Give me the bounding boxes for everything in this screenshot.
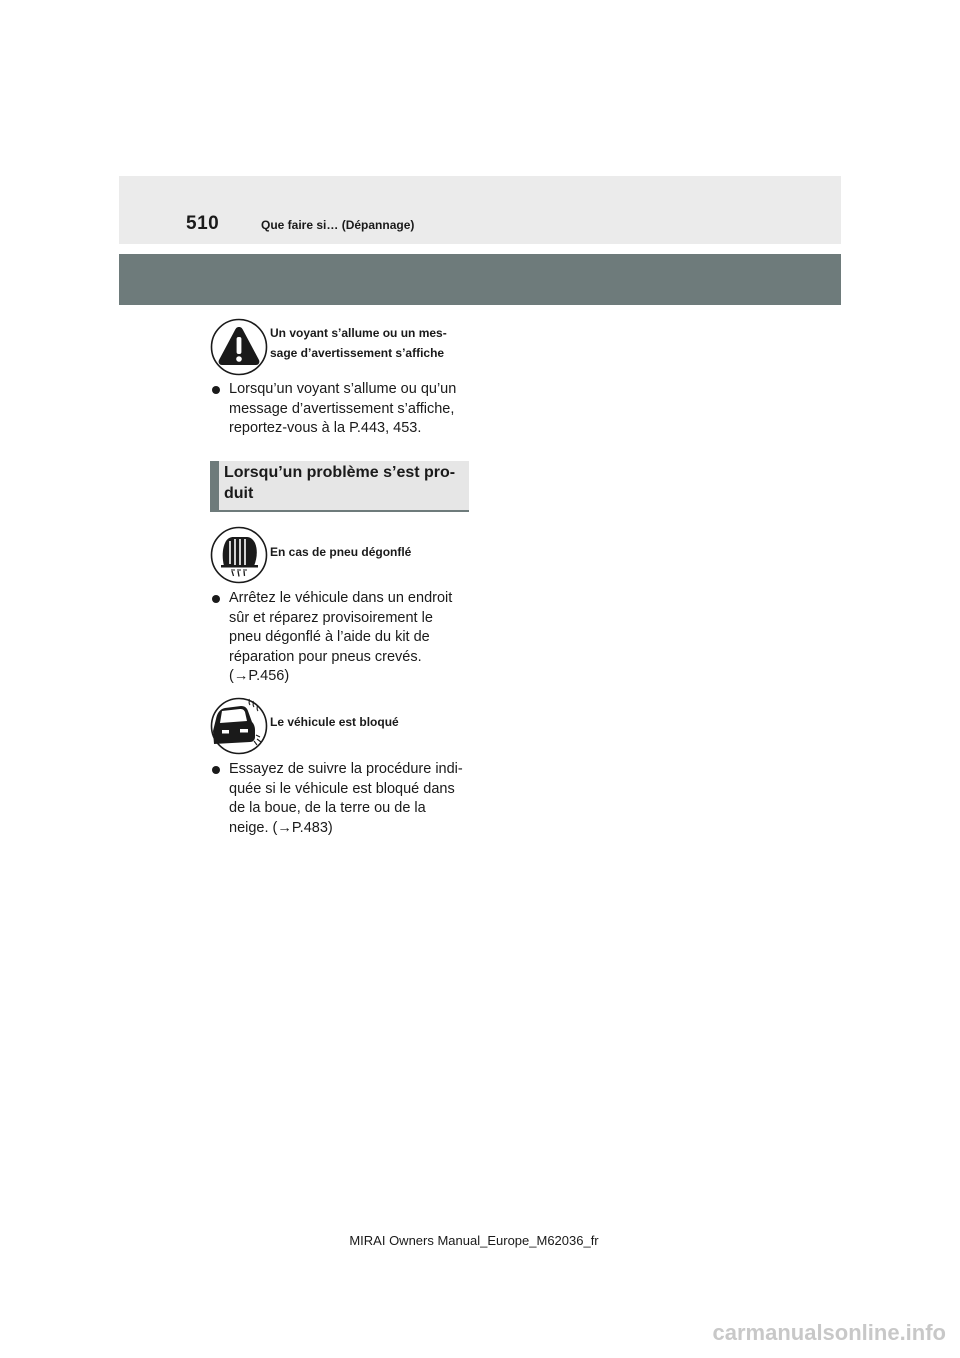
bullet-dot bbox=[212, 766, 220, 774]
stuck-vehicle-caption: Le véhicule est bloqué bbox=[270, 715, 399, 729]
subheading-box bbox=[210, 461, 469, 512]
page-number: 510 bbox=[186, 213, 220, 234]
warning-bullet bbox=[212, 380, 474, 439]
warning-triangle-icon bbox=[210, 318, 268, 376]
bullet-dot bbox=[212, 595, 220, 603]
header-band bbox=[119, 176, 841, 244]
stuck-vehicle-icon bbox=[210, 697, 268, 755]
stuck-vehicle-text: Essayez de suivre la procédure indi- quée si le véhicule est bloqué dans de la boue, de la terre ou de la neige. (→P.483) bbox=[229, 761, 463, 836]
section-title: Que faire si… (Dépannage) bbox=[261, 218, 415, 232]
flat-tire-bullet bbox=[212, 589, 474, 687]
footer: MIRAI Owners Manual_Europe_M62036_fr bbox=[349, 1233, 599, 1248]
stuck-vehicle-bullet bbox=[212, 760, 474, 838]
subheading: Lorsqu’un problème s’est pro- duit bbox=[224, 464, 456, 502]
flat-tire-icon bbox=[210, 526, 268, 584]
watermark: carmanualsonline.info bbox=[712, 1320, 946, 1345]
warning-caption: Un voyant s’allume ou un mes- sage d’avertissement s’affiche bbox=[270, 326, 447, 360]
bullet-dot bbox=[212, 386, 220, 394]
warning-text: Lorsqu’un voyant s’allume ou qu’un message d’avertissement s’affiche, reportez-vous à la P.443, 453. bbox=[229, 381, 457, 436]
flat-tire-text: Arrêtez le véhicule dans un endroit sûr et réparez provisoirement le pneu dégonflé à l’aide du kit de réparation pour pneus crevés. (→P.456) bbox=[229, 590, 453, 684]
flat-tire-caption: En cas de pneu dégonflé bbox=[270, 545, 412, 559]
chapter-bar bbox=[119, 254, 841, 305]
